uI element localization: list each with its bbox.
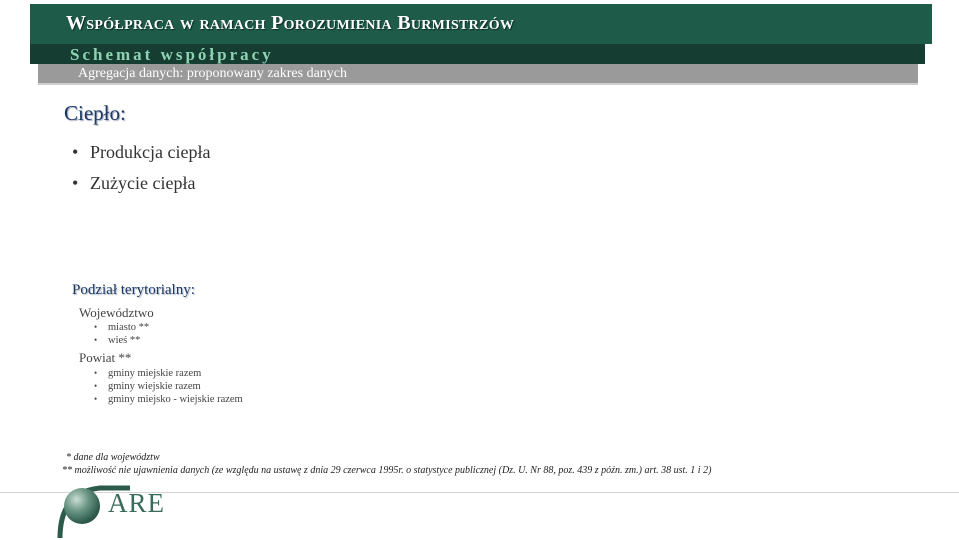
county-list — [94, 367, 243, 406]
heat-list — [72, 140, 210, 202]
voivodeship-label: Województwo — [79, 305, 154, 320]
logo-globe-icon — [64, 488, 100, 524]
page-title: Współpraca w ramach Porozumienia Burmistrzów — [66, 12, 515, 34]
territorial-heading: Podział terytorialny: — [72, 282, 195, 298]
list-item: • Produkcja ciepła — [72, 140, 210, 171]
list-item: • Zużycie ciepła — [72, 171, 210, 202]
footnote-single-star: * dane dla województw — [66, 452, 160, 463]
list-item: • gminy miejskie razem — [94, 367, 243, 380]
list-item: • miasto ** — [94, 321, 149, 334]
voivodeship-list — [94, 321, 149, 347]
list-item: • gminy miejsko - wiejskie razem — [94, 393, 243, 406]
section-title: Agregacja danych: proponowany zakres danych — [78, 66, 348, 81]
heat-heading: Ciepło: — [64, 101, 126, 125]
list-item: • gminy wiejskie razem — [94, 380, 243, 393]
page-subtitle: Schemat współpracy — [70, 45, 274, 64]
list-item: • wieś ** — [94, 334, 149, 347]
county-label: Powiat ** — [79, 350, 132, 365]
header-section-shadow — [38, 83, 918, 85]
footnote-double-star: ** możliwość nie ujawnienia danych (ze względu na ustawę z dnia 29 czerwca 1995r. o statystyce publicznej (Dz. U. Nr 88, poz. 439 z późn. zm.) art. 38 ust. 1 i 2) — [62, 465, 712, 476]
logo-text: ARE — [108, 488, 165, 518]
